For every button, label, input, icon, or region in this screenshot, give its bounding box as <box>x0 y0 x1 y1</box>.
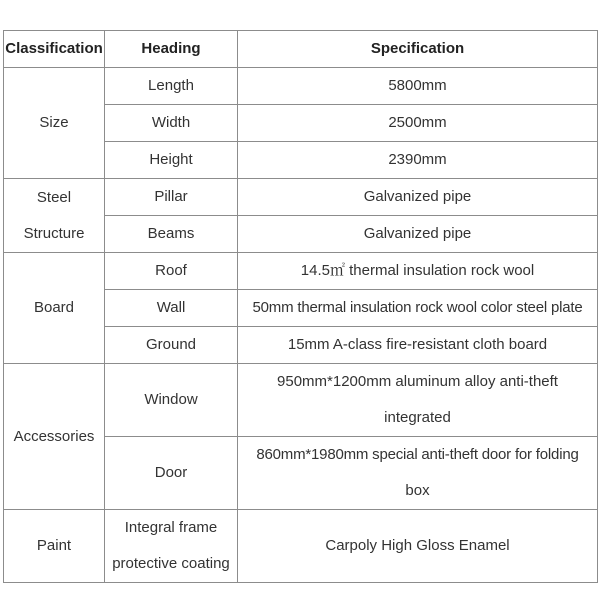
accessories-classification: Accessories <box>4 364 105 510</box>
spec-cell: 2390mm <box>238 142 598 179</box>
spec-cell: Galvanized pipe <box>238 179 598 216</box>
classification-line: Steel <box>36 188 72 206</box>
classification-line: Structure <box>23 224 85 242</box>
spec-cell: 50mm thermal insulation rock wool color steel plate <box>238 290 598 327</box>
spec-cell: 5800mm <box>238 68 598 105</box>
specification-table <box>3 30 598 583</box>
size-classification: Size <box>4 68 105 179</box>
heading-header: Heading <box>105 31 238 68</box>
table-row <box>4 179 598 216</box>
header-row <box>4 31 598 68</box>
spec-cell: Carpoly High Gloss Enamel <box>238 510 598 583</box>
spec-cell: 2500mm <box>238 105 598 142</box>
specification-header: Specification <box>238 31 598 68</box>
heading-cell: Ground <box>105 327 238 364</box>
heading-cell: Beams <box>105 216 238 253</box>
heading-cell: Window <box>105 364 238 437</box>
table-row <box>4 364 598 437</box>
spec-line: box <box>405 482 430 499</box>
steel-structure-classification <box>4 179 105 253</box>
heading-line: protective coating <box>112 555 230 572</box>
heading-cell: Width <box>105 105 238 142</box>
table-row <box>4 510 598 583</box>
table-row <box>4 68 598 105</box>
spec-cell: 14.5㎡ thermal insulation rock wool <box>238 253 598 290</box>
paint-classification: Paint <box>4 510 105 583</box>
heading-cell <box>105 510 238 583</box>
heading-cell: Pillar <box>105 179 238 216</box>
heading-cell: Wall <box>105 290 238 327</box>
heading-cell: Height <box>105 142 238 179</box>
spec-cell: 15mm A-class fire-resistant cloth board <box>238 327 598 364</box>
spec-cell: Galvanized pipe <box>238 216 598 253</box>
heading-line: Integral frame <box>124 519 218 536</box>
spec-line: 860mm*1980mm special anti-theft door for folding <box>256 446 579 463</box>
heading-cell: Door <box>105 437 238 510</box>
heading-cell: Roof <box>105 253 238 290</box>
board-classification: Board <box>4 253 105 364</box>
spec-cell <box>238 437 598 510</box>
table-row <box>4 253 598 290</box>
spec-line: 950mm*1200mm aluminum alloy anti-theft <box>277 373 558 390</box>
classification-header: Classification <box>4 31 105 68</box>
heading-cell: Length <box>105 68 238 105</box>
spec-cell <box>238 364 598 437</box>
spec-line: integrated <box>384 409 451 426</box>
